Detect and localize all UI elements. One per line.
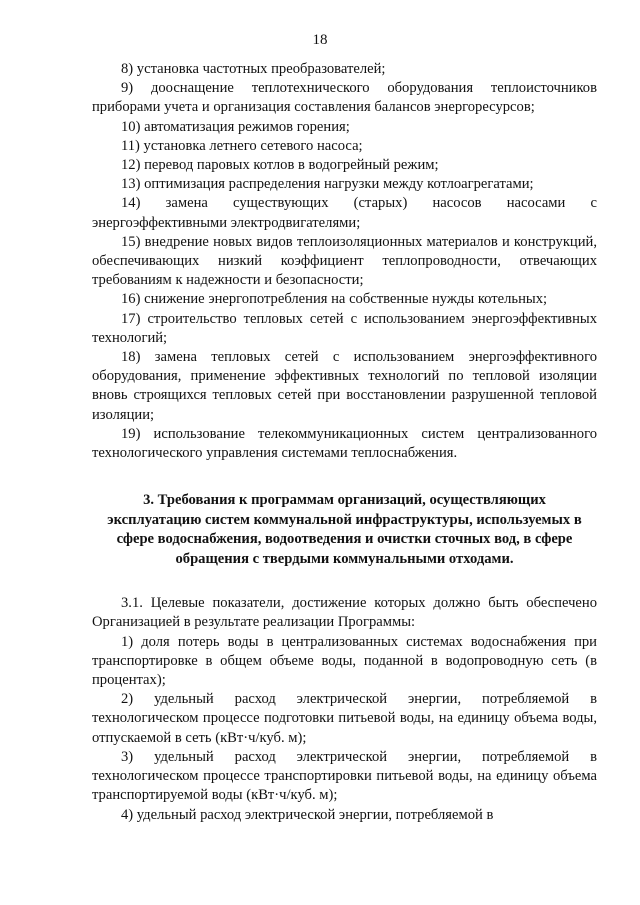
page-number: 18 [312,32,328,48]
list-item: 9) дооснащение теплотехнического оборудования теплоисточников приборами учета и организация составления балансов энергоресурсов; [92,80,597,116]
list-item: 8) установка частотных преобразователей; [121,61,386,77]
list-item: 17) строительство тепловых сетей с использованием энергоэффективных технологий; [92,310,597,346]
section-heading: 3. Требования к программам организаций, осуществляющих эксплуатацию систем коммунальной инфраструктуры, используемых в сфере водоснабжения, водоотведения и очистки сточных вод, в сфере обращения с твердыми коммунальными отходами. [107,492,582,567]
list-item: 12) перевод паровых котлов в водогрейный режим; [121,157,439,174]
list-item: 4) удельный расход электрической энергии, потребляемой в [121,806,494,823]
heat-measures-list [92,60,597,463]
target-indicators-list [92,633,597,825]
list-item: 13) оптимизация распределения нагрузки между котлоагрегатами; [121,176,534,193]
list-item: 14) замена существующих (старых) насосов насосами с энергоэффективными электродвигателями; [92,195,597,231]
document-body [92,60,597,825]
list-item: 18) замена тепловых сетей с использованием энергоэффективного оборудования, применение эффективных технологий по тепловой изоляции вновь строящихся тепловых сетей при восстановлении разрушенной тепловой изоляции; [92,349,597,423]
list-item: 10) автоматизация режимов горения; [121,118,350,135]
section-intro: 3.1. Целевые показатели, достижение которых должно быть обеспечено Организацией в результате реализации Программы: [92,595,597,631]
list-item: 11) установка летнего сетевого насоса; [121,137,363,154]
list-item: 1) доля потерь воды в централизованных системах водоснабжения при транспортировке в общем объеме воды, поданной в водопроводную сеть (в процентах); [92,633,597,689]
list-item: 19) использование телекоммуникационных систем централизованного технологического управления системами теплоснабжения. [92,425,597,462]
list-item: 3) удельный расход электрической энергии, потребляемой в технологическом процессе транспортировки питьевой воды, на единицу объема транспортируемой воды (кВт·ч/куб. м); [92,748,597,804]
list-item: 2) удельный расход электрической энергии, потребляемой в технологическом процессе подготовки питьевой воды, на единицу объема воды, отпускаемой в сеть (кВт·ч/куб. м); [92,691,597,746]
list-item: 16) снижение энергопотребления на собственные нужды котельных; [121,291,548,308]
list-item: 15) внедрение новых видов теплоизоляционных материалов и конструкций, обеспечивающих низкий коэффициент теплопроводности, отвечающих требованиям к надежности и безопасности; [92,233,597,289]
